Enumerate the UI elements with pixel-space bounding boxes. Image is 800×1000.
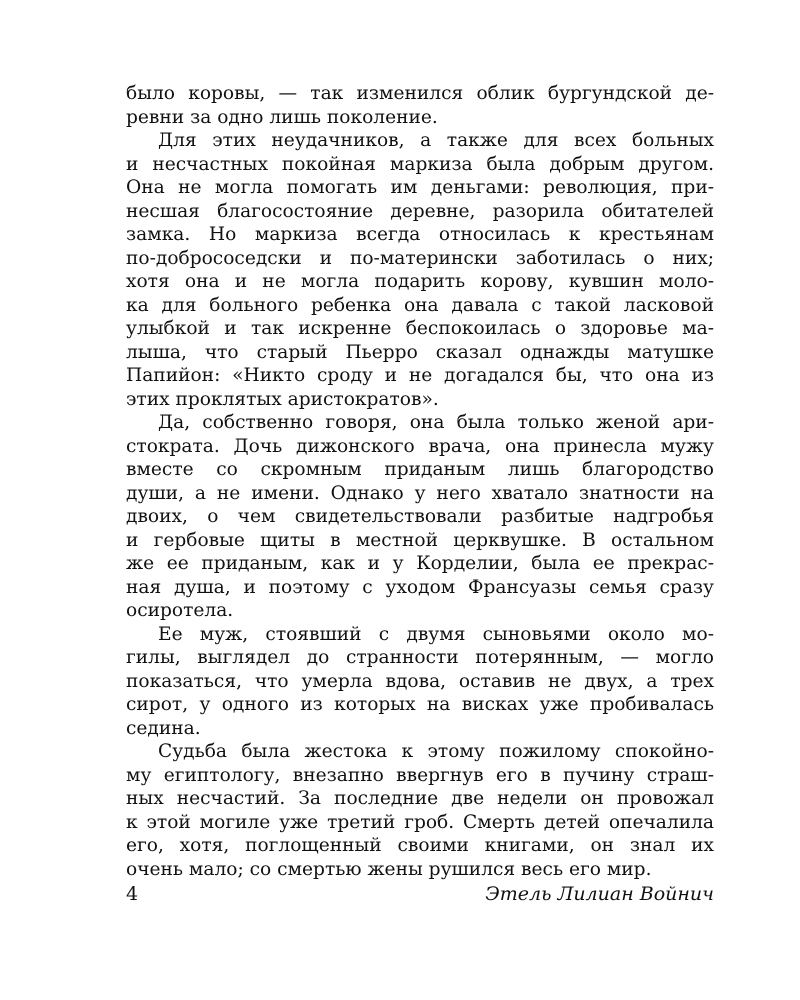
- text-line: ревни за одно лишь поколение.: [126, 106, 438, 128]
- text-line: сирот, у одного из которых на висках уже пробивалась: [126, 694, 714, 715]
- text-line: ная душа, и поэтому с уходом Франсуазы семья сразу: [126, 576, 714, 598]
- text-line: было коровы, — так изменился облик бургундской де-: [126, 83, 714, 104]
- text-line: двоих, о чем свидетельствовали разбитые надгробья: [126, 506, 714, 527]
- text-line: седина.: [126, 717, 201, 739]
- body-text: [126, 82, 714, 881]
- text-line: к этой могиле уже третий гроб. Смерть детей опечалила: [126, 811, 714, 833]
- text-line: Папийон: «Никто сроду и не догадался бы, что она из: [126, 365, 714, 386]
- text-line: замка. Но маркиза всегда относилась к крестьянам: [126, 224, 714, 245]
- text-line: гилы, выглядел до странности потерянным, — могло: [126, 647, 714, 668]
- text-line: этих проклятых аристократов».: [126, 388, 439, 410]
- text-line: хотя она и не могла подарить корову, кувшин моло-: [126, 271, 714, 292]
- page-footer: [126, 883, 714, 911]
- text-line: лыша, что старый Пьерро сказал однажды матушке: [126, 341, 714, 363]
- text-line: показаться, что умерла вдова, оставив не двух, а трех: [126, 670, 714, 692]
- text-line: несшая благосостояние деревне, разорила обитателей: [126, 200, 714, 222]
- text-line: Ее муж, стоявший с двумя сыновьями около мо-: [158, 623, 714, 645]
- text-line: вместе со скромным приданым лишь благородство: [126, 459, 714, 480]
- text-line: очень мало; со смертью жены рушился весь его мир.: [126, 858, 652, 880]
- page-number: 4: [126, 883, 139, 905]
- text-line: Судьба была жестока к этому пожилому спокойно-: [158, 741, 714, 762]
- text-line: му египтологу, внезапно ввергнув его в пучину страш-: [126, 764, 714, 786]
- text-line: и несчастных покойная маркиза была добрым другом.: [126, 153, 714, 175]
- text-line: Для этих неудачников, а также для всех больных: [158, 130, 714, 151]
- text-line: Она не могла помогать им деньгами: революция, при-: [126, 177, 714, 198]
- text-line: ка для больного ребенка она давала с такой ласковой: [126, 294, 714, 316]
- text-line: его, хотя, поглощенный своими книгами, он знал их: [126, 835, 714, 856]
- text-line: улыбкой и так искренне беспокоилась о здоровье ма-: [126, 318, 714, 339]
- text-line: Да, собственно говоря, она была только женой ари-: [158, 412, 714, 433]
- running-title: Этель Лилиан Войнич: [485, 883, 714, 905]
- text-line: и гербовые щиты в местной церквушке. В остальном: [126, 529, 714, 551]
- text-line: же ее приданым, как и у Корделии, была ее прекрас-: [126, 553, 714, 574]
- text-line: стократа. Дочь дижонского врача, она принесла мужу: [126, 435, 714, 457]
- text-line: осиротела.: [126, 600, 234, 621]
- text-line: по-добрососедски и по-матерински заботилась о них;: [126, 247, 714, 269]
- text-line: души, а не имени. Однако у него хватало знатности на: [126, 482, 714, 504]
- text-line: ных несчастий. За последние две недели он провожал: [126, 788, 714, 809]
